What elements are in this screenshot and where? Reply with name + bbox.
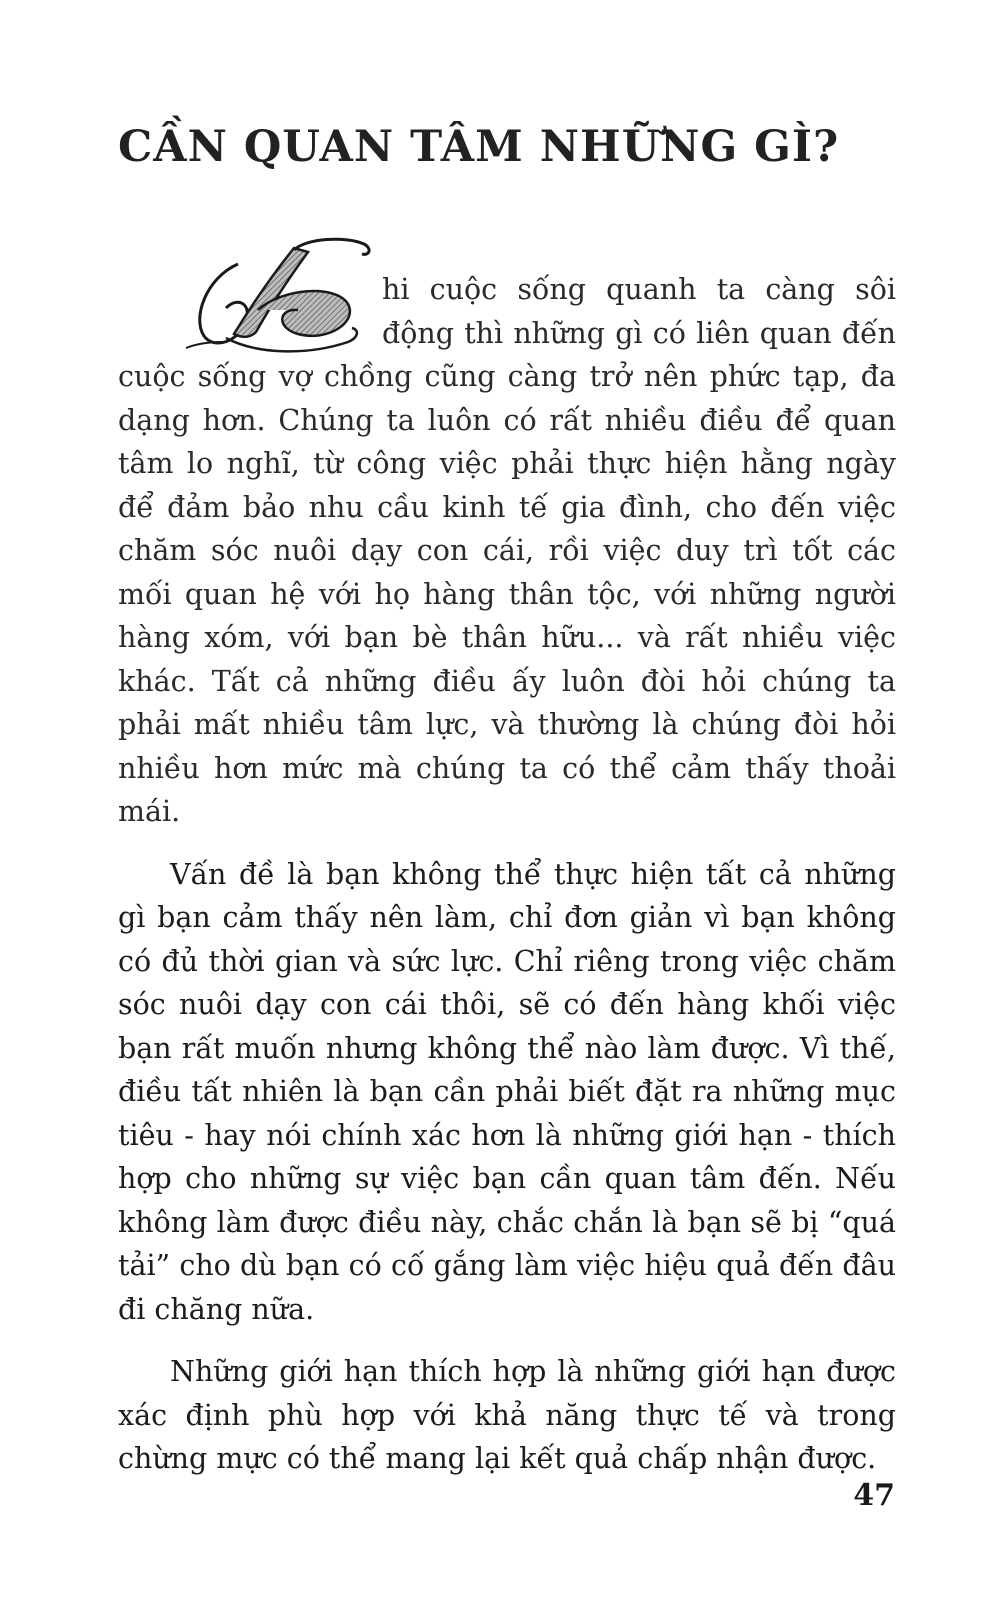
paragraph-3: Những giới hạn thích hợp là những giới hạn được xác định phù hợp với khả năng thực tế và trong chừng mực có thể mang lại kết quả chấp nhận được. — [118, 1355, 896, 1475]
chapter-title: CẦN QUAN TÂM NHỮNG GÌ? — [118, 122, 840, 172]
paragraph-1-text: hi cuộc sống quanh ta càng sôi động thì những gì có liên quan đến cuộc sống vợ chồng cũng càng trở nên phức tạp, đa dạng hơn. Chúng ta luôn có rất nhiều điều để quan tâm lo nghĩ, từ công việc phải thực hiện hằng ngày để đảm bảo nhu cầu kinh tế gia đình, cho đến việc chăm sóc nuôi dạy con cái, rồi việc duy trì tốt các mối quan hệ với họ hàng thân tộc, với những người hàng xóm, với bạn bè thân hữu... và rất nhiều việc khác. Tất cả những điều ấy luôn đòi hỏi chúng ta phải mất nhiều tâm lực, và thường là chúng đòi hỏi nhiều hơn mức mà chúng ta có thể cảm thấy thoải mái. — [118, 273, 896, 828]
ornamental-letter-k-icon — [118, 268, 380, 355]
paragraph-2: Vấn đề là bạn không thể thực hiện tất cả những gì bạn cảm thấy nên làm, chỉ đơn giản vì bạn không có đủ thời gian và sức lực. Chỉ riêng trong việc chăm sóc nuôi dạy con cái thôi, sẽ có đến hàng khối việc bạn rất muốn nhưng không thể nào làm được. Vì thế, điều tất nhiên là bạn cần phải biết đặt ra những mục tiêu - hay nói chính xác hơn là những giới hạn - thích hợp cho những sự việc bạn cần quan tâm đến. Nếu không làm được điều này, chắc chắn là bạn sẽ bị “quá tải” cho dù bạn có cố gắng làm việc hiệu quả đến đâu đi chăng nữa. — [118, 857, 896, 1326]
paragraph-1 — [118, 268, 896, 834]
page-number: 47 — [853, 1478, 895, 1513]
body-text — [118, 268, 896, 1481]
